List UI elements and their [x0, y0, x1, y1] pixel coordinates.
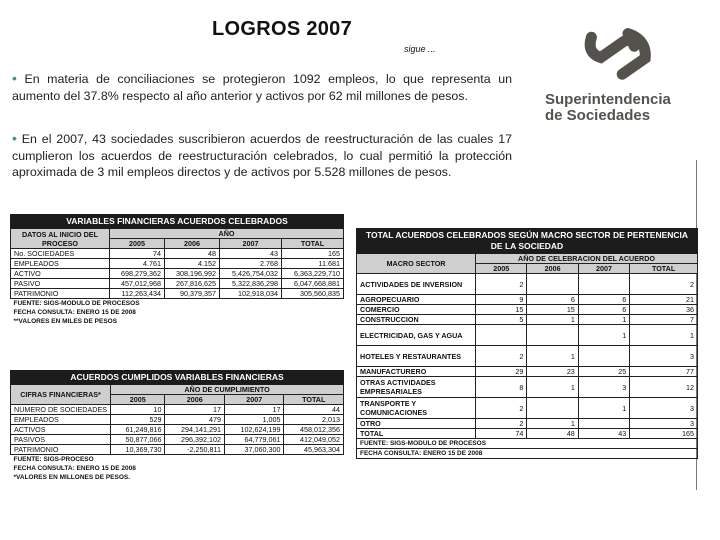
cell: 7	[630, 315, 698, 325]
page-title: LOGROS 2007	[212, 18, 353, 40]
row-label: PASIVOS	[11, 435, 111, 445]
cell: 2.768	[219, 259, 281, 269]
column-header: TOTAL	[284, 395, 344, 405]
cell: 5,322,836,298	[219, 279, 281, 289]
table-note: FUENTE: SIGS-PROCESO	[13, 456, 94, 463]
cell: 165	[630, 429, 698, 439]
table-row	[357, 419, 698, 429]
cell: 267,816,625	[164, 279, 219, 289]
cell: 5,426,754,032	[219, 269, 281, 279]
column-header: 2006	[165, 395, 225, 405]
cell: 2	[476, 419, 527, 429]
table-macro-sector	[356, 228, 698, 459]
cell: 2,013	[284, 415, 344, 425]
row-label: MANUFACTURERO	[357, 367, 476, 377]
cell: 2	[476, 346, 527, 367]
table-title: VARIABLES FINANCIERAS ACUERDOS CELEBRADOS	[11, 215, 344, 229]
table-corner-header: DATOS AL INICIO DEL PROCESO	[11, 229, 110, 249]
table-note: FECHA CONSULTA: ENERO 15 DE 2008	[13, 309, 136, 316]
cell: -2,250,811	[165, 445, 225, 455]
cell: 61,249,816	[111, 425, 165, 435]
row-label: PASIVO	[11, 279, 110, 289]
row-label: ACTIVOS	[11, 425, 111, 435]
cell	[578, 274, 629, 295]
logo-line-1: Superintendencia	[545, 91, 671, 108]
cell: 29	[476, 367, 527, 377]
table-row	[11, 269, 344, 279]
cell: 77	[630, 367, 698, 377]
row-label: COMERCIO	[357, 305, 476, 315]
column-header: 2007	[224, 395, 284, 405]
cell: 1	[527, 377, 578, 398]
paragraph-text: En materia de conciliaciones se protegieron 1092 empleos, lo que representa un aumento del 37.8% respecto al año anterior y activos por 62 mil millones de pesos.	[12, 72, 512, 103]
bullet-icon: •	[12, 130, 17, 146]
paragraph-acuerdos	[12, 130, 512, 181]
table-row	[357, 398, 698, 419]
paragraph-text: En el 2007, 43 sociedades suscribieron acuerdos de reestructuración de las cuales 17 cumplieron los acuerdos de reestructuración celebrados, lo cual permitió la protección aproximada de 3 mil empleos directos y de activos por 5.528 millones de pesos.	[12, 132, 512, 180]
cell: 1,005	[224, 415, 284, 425]
cell: 5	[476, 315, 527, 325]
table-note: FUENTE: SIGS-MODULO DE PROCESOS	[357, 439, 698, 449]
table-row	[11, 289, 344, 299]
row-label: PATRIMONIO	[11, 445, 111, 455]
row-label: ELECTRICIDAD, GAS Y AGUA	[357, 325, 476, 346]
table-group-header: AÑO	[110, 229, 344, 239]
cell: 412,049,052	[284, 435, 344, 445]
cell: 458,012,356	[284, 425, 344, 435]
table-note: FECHA CONSULTA: ENERO 15 DE 2008	[357, 449, 698, 459]
cell: 102,918,034	[219, 289, 281, 299]
cell: 17	[165, 405, 225, 415]
row-label: EMPLEADOS	[11, 259, 110, 269]
paragraph-conciliaciones	[12, 70, 512, 104]
cell: 457,012,968	[110, 279, 165, 289]
cell: 37,060,300	[224, 445, 284, 455]
cell: 1	[527, 346, 578, 367]
cell: 3	[578, 377, 629, 398]
cell: 1	[527, 315, 578, 325]
column-header: 2005	[476, 264, 527, 274]
row-label: CONSTRUCCION	[357, 315, 476, 325]
table-title: TOTAL ACUERDOS CELEBRADOS SEGÚN MACRO SECTOR DE PERTENENCIA DE LA SOCIEDAD	[357, 229, 698, 254]
table-row	[11, 425, 344, 435]
table-row	[11, 435, 344, 445]
logo-text	[545, 92, 671, 124]
cell: 10	[111, 405, 165, 415]
cell	[527, 325, 578, 346]
column-header: 2005	[110, 239, 165, 249]
row-label: OTRO	[357, 419, 476, 429]
table-corner-header: MACRO SECTOR	[357, 254, 476, 274]
cell: 6,047,668,881	[281, 279, 343, 289]
column-header: 2006	[164, 239, 219, 249]
cell: 25	[578, 367, 629, 377]
table-row	[357, 315, 698, 325]
cell	[578, 346, 629, 367]
cell: 17	[224, 405, 284, 415]
table-row	[11, 279, 344, 289]
table-note: **VALORES EN MILES DE PESOS	[13, 318, 118, 325]
cell: 102,624,199	[224, 425, 284, 435]
table-row	[11, 405, 344, 415]
cell: 1	[630, 325, 698, 346]
cell: 1	[578, 325, 629, 346]
cell: 15	[476, 305, 527, 315]
cell: 6	[527, 295, 578, 305]
cell: 50,877,066	[111, 435, 165, 445]
cell: 2	[476, 398, 527, 419]
table-row-total	[357, 429, 698, 439]
cell: 112,263,434	[110, 289, 165, 299]
table-row	[11, 445, 344, 455]
cell: 1	[527, 419, 578, 429]
cell: 529	[111, 415, 165, 425]
cell: 15	[527, 305, 578, 315]
cell: 698,279,362	[110, 269, 165, 279]
table-acuerdos-cumplidos	[10, 370, 344, 482]
cell: 48	[164, 249, 219, 259]
cell: 308,196,992	[164, 269, 219, 279]
row-label: OTRAS ACTIVIDADES EMPRESARIALES	[357, 377, 476, 398]
cell: 2	[630, 274, 698, 295]
cell	[476, 325, 527, 346]
cell: 296,392,102	[165, 435, 225, 445]
bullet-icon: •	[12, 70, 17, 86]
row-label: NUMERO DE SOCIEDADES	[11, 405, 111, 415]
cell: 3	[630, 419, 698, 429]
cell	[527, 398, 578, 419]
table-row	[11, 259, 344, 269]
column-header: 2007	[578, 264, 629, 274]
table-corner-header: CIFRAS FINANCIERAS*	[11, 385, 111, 405]
table-acuerdos-celebrados	[10, 214, 344, 326]
table-row	[357, 274, 698, 295]
cell: 23	[527, 367, 578, 377]
cell: 48	[527, 429, 578, 439]
table-row	[357, 295, 698, 305]
table-note: *VALORES EN MILLONES DE PESOS.	[13, 474, 131, 481]
cell: 74	[110, 249, 165, 259]
cell: 45,963,304	[284, 445, 344, 455]
table-title: ACUERDOS CUMPLIDOS VARIABLES FINANCIERAS	[11, 371, 344, 385]
table-row	[357, 346, 698, 367]
cell: 294,141,291	[165, 425, 225, 435]
cell: 2	[476, 274, 527, 295]
cell: 305,560,835	[281, 289, 343, 299]
table-row	[11, 415, 344, 425]
cell: 3	[630, 398, 698, 419]
cell: 43	[219, 249, 281, 259]
cell	[578, 419, 629, 429]
row-label: TRANSPORTE Y COMUNICACIONES	[357, 398, 476, 419]
cell: 4.152	[164, 259, 219, 269]
column-header: TOTAL	[281, 239, 343, 249]
cell: 10,369,730	[111, 445, 165, 455]
continued-label: sigue ...	[404, 44, 436, 54]
cell: 3	[630, 346, 698, 367]
cell: 1	[578, 398, 629, 419]
table-row	[357, 367, 698, 377]
cell: 479	[165, 415, 225, 425]
table-group-header: AÑO DE CUMPLIMIENTO	[111, 385, 344, 395]
cell: 36	[630, 305, 698, 315]
cell: 12	[630, 377, 698, 398]
table-group-header: AÑO DE CELEBRACION DEL ACUERDO	[476, 254, 698, 264]
cell: 90,379,357	[164, 289, 219, 299]
table-row	[357, 377, 698, 398]
cell: 64,779,061	[224, 435, 284, 445]
row-label: PATRIMONIO	[11, 289, 110, 299]
row-label: ACTIVIDADES DE INVERSION	[357, 274, 476, 295]
column-header: TOTAL	[630, 264, 698, 274]
cell: 165	[281, 249, 343, 259]
table-row	[357, 305, 698, 315]
table-note: FUENTE: SIGS-MODULO DE PROCESOS	[13, 300, 140, 307]
cell: 4.761	[110, 259, 165, 269]
row-label: AGROPECUARIO	[357, 295, 476, 305]
row-label: HOTELES Y RESTAURANTES	[357, 346, 476, 367]
cell	[527, 274, 578, 295]
cell: 6	[578, 305, 629, 315]
row-label: No. SOCIEDADES	[11, 249, 110, 259]
table-note: FECHA CONSULTA: ENERO 15 DE 2008	[13, 465, 136, 472]
cell: 6	[578, 295, 629, 305]
cell: 21	[630, 295, 698, 305]
column-header: 2006	[527, 264, 578, 274]
table-row	[357, 325, 698, 346]
cell: 1	[578, 315, 629, 325]
row-label: ACTIVO	[11, 269, 110, 279]
cell: 9	[476, 295, 527, 305]
row-label: EMPLEADOS	[11, 415, 111, 425]
logo-line-2: de Sociedades	[545, 107, 651, 124]
cell: 44	[284, 405, 344, 415]
cell: 11.681	[281, 259, 343, 269]
column-header: 2007	[219, 239, 281, 249]
column-header: 2005	[111, 395, 165, 405]
table-row	[11, 249, 344, 259]
logo-symbol-icon	[540, 12, 690, 92]
cell: 8	[476, 377, 527, 398]
cell: 6,363,229,710	[281, 269, 343, 279]
row-label: TOTAL	[357, 429, 476, 439]
cell: 74	[476, 429, 527, 439]
cell: 43	[578, 429, 629, 439]
